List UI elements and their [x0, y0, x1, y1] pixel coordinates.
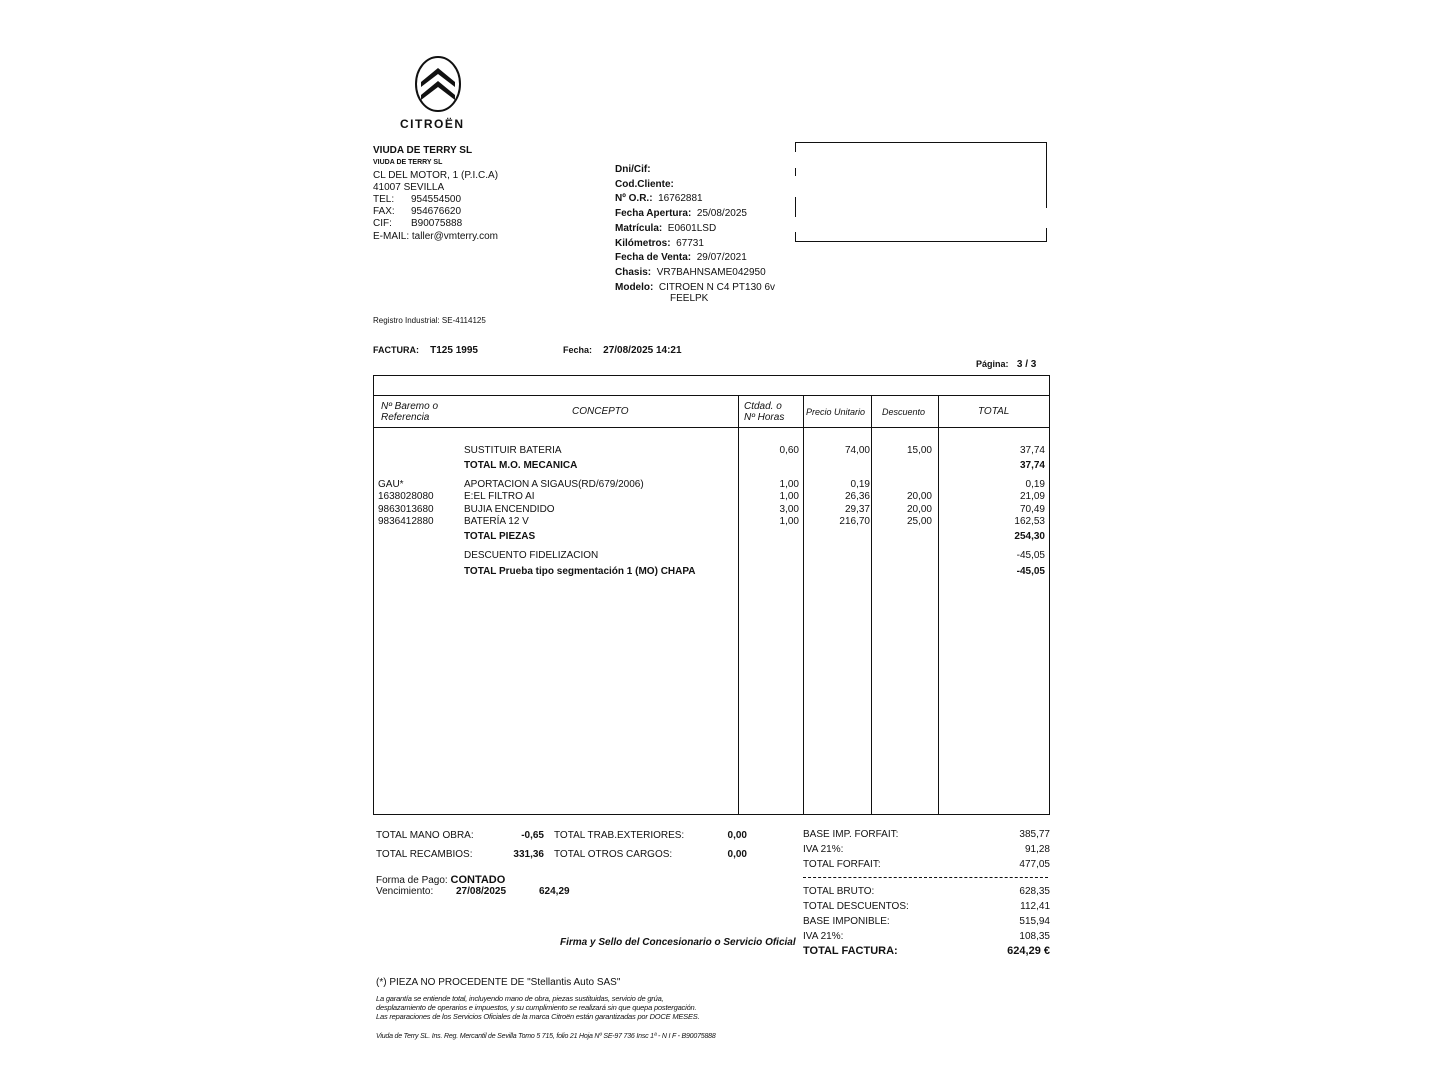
cell-concepto: APORTACION A SIGAUS(RD/679/2006) — [464, 479, 644, 490]
cell-total: -45,05 — [1016, 550, 1045, 561]
cell-total: 70,49 — [1019, 504, 1045, 515]
cell-ref: 9836412880 — [378, 516, 434, 527]
matricula-value: E0601LSD — [667, 223, 717, 234]
factura-value: T125 1995 — [430, 345, 478, 356]
chasis-label: Chasis: — [615, 267, 652, 278]
fax-label: FAX: — [373, 206, 395, 217]
cell-dto: 25,00 — [906, 516, 932, 527]
cell-precio: 74,00 — [844, 445, 870, 456]
pieza-note: (*) PIEZA NO PROCEDENTE DE "Stellantis Auto SAS" — [376, 977, 621, 988]
venta-value: 29/07/2021 — [696, 252, 747, 263]
cell-qty: 1,00 — [779, 491, 799, 502]
km-label: Kilómetros: — [615, 238, 671, 249]
cell-precio: 216,70 — [839, 516, 870, 527]
header-precio: Precio Unitario — [806, 407, 866, 417]
brand-name: CITROËN — [400, 117, 465, 131]
fecha-label: Fecha: — [563, 345, 593, 355]
firma-sello: Firma y Sello del Concesionario o Servicio Oficial — [560, 937, 796, 948]
total-descuentos: TOTAL DESCUENTOS: 112,41 — [803, 901, 1050, 912]
otros-value: 0,00 — [727, 849, 747, 860]
vencimiento — [376, 886, 570, 897]
cell-ref: GAU* — [378, 479, 404, 490]
cell-total: -45,05 — [1016, 566, 1045, 577]
cell-precio: 26,36 — [844, 491, 870, 502]
cliente-label: Cod.Cliente: — [615, 179, 674, 190]
cell-qty: 1,00 — [779, 479, 799, 490]
trab-ext-label: TOTAL TRAB.EXTERIORES: — [554, 830, 685, 841]
total-trab-ext — [554, 830, 747, 841]
header-qty: Ctdad. o Nº Horas — [744, 401, 785, 423]
apertura-value: 25/08/2025 — [696, 208, 747, 219]
header-ref: Nº Baremo o Referencia — [381, 401, 439, 423]
vencimiento-label: Vencimiento: — [376, 886, 434, 897]
cell-concepto: TOTAL PIEZAS — [464, 531, 536, 542]
factura-label: FACTURA: — [373, 345, 419, 355]
cell-concepto: SUSTITUIR BATERIA — [464, 445, 562, 456]
vencimiento-date: 27/08/2025 — [456, 886, 507, 897]
cell-concepto: E:EL FILTRO AI — [464, 491, 535, 502]
total-otros — [554, 849, 747, 860]
or-label: Nº O.R.: — [615, 193, 653, 204]
cell-precio: 29,37 — [844, 504, 870, 515]
iva: IVA 21%: 108,35 — [803, 931, 1050, 942]
forma-pago-label: Forma de Pago: — [376, 875, 448, 886]
cell-concepto: TOTAL Prueba tipo segmentación 1 (MO) CHAPA — [464, 566, 696, 577]
cell-dto: 20,00 — [906, 491, 932, 502]
cell-total: 37,74 — [1019, 460, 1045, 471]
base-forfait: BASE IMP. FORFAIT: 385,77 — [803, 829, 1050, 840]
dashed-divider — [803, 877, 1048, 878]
pagina-value: 3 / 3 — [1016, 359, 1037, 370]
cell-dto: 20,00 — [906, 504, 932, 515]
email-value: taller@vmterry.com — [411, 231, 498, 242]
dealer-cif — [373, 218, 462, 229]
header-concepto: CONCEPTO — [572, 406, 629, 417]
dealer-name: VIUDA DE TERRY SL — [373, 145, 473, 156]
base-imponible: BASE IMPONIBLE: 515,94 — [803, 916, 1050, 927]
dealer-tel — [373, 194, 461, 205]
modelo-label: Modelo: — [615, 282, 654, 293]
forma-pago — [376, 874, 505, 886]
invoice-number — [373, 345, 478, 356]
total-forfait: TOTAL FORFAIT: 477,05 — [803, 859, 1050, 870]
cell-concepto: DESCUENTO FIDELIZACION — [464, 550, 599, 561]
garantia-text: La garantía se entiende total, incluyendo mano de obra, piezas sustituidas, servicio de grúa, desplazamiento de operarios e impuestos, y su cumplimiento se realizará sin que quepa postergación. Las reparaciones de los Servicios Oficiales de la marca Citroën están garantizadas por DOCE MESES. — [376, 994, 700, 1021]
or-value: 16762881 — [658, 193, 703, 204]
client-address-box — [795, 142, 1047, 242]
citroen-chevrons-icon — [412, 54, 464, 114]
registro-mercantil: Viuda de Terry SL. Ins. Reg. Mercantil de Sevilla Tomo 5 715, folio 21 Hoja Nº SE-97 736 Insc 1ª - N I F - B90075888 — [376, 1033, 716, 1040]
cell-ref: 1638028080 — [378, 491, 434, 502]
cell-concepto: TOTAL M.O. MECANICA — [464, 460, 578, 471]
cell-dto: 15,00 — [906, 445, 932, 456]
forma-pago-value: CONTADO — [450, 874, 506, 886]
mano-obra-value: -0,65 — [521, 830, 544, 841]
modelo-value-2: FEELPK — [670, 293, 709, 304]
cell-concepto: BUJIA ENCENDIDO — [464, 504, 555, 515]
tel-value: 954554500 — [411, 194, 462, 205]
cell-qty: 1,00 — [779, 516, 799, 527]
cell-precio: 0,19 — [850, 479, 870, 490]
cell-total: 21,09 — [1019, 491, 1045, 502]
recambios-value: 331,36 — [513, 849, 544, 860]
mano-obra-label: TOTAL MANO OBRA: — [376, 830, 474, 841]
fax-value: 954676620 — [411, 206, 462, 217]
email-label: E-MAIL: — [373, 231, 410, 242]
dni-label: Dni/Cif: — [615, 164, 651, 175]
cell-concepto: BATERÍA 12 V — [464, 516, 529, 527]
total-recambios — [376, 849, 544, 860]
matricula-label: Matrícula: — [615, 223, 663, 234]
cell-qty: 3,00 — [779, 504, 799, 515]
tel-label: TEL: — [373, 194, 395, 205]
header-descuento: Descuento — [882, 407, 926, 417]
total-bruto: TOTAL BRUTO: 628,35 — [803, 886, 1050, 897]
cif-value: B90075888 — [411, 218, 463, 229]
recambios-label: TOTAL RECAMBIOS: — [376, 849, 473, 860]
vencimiento-importe: 624,29 — [539, 886, 570, 897]
items-table — [373, 375, 1050, 815]
km-value: 67731 — [676, 238, 704, 249]
cell-total: 254,30 — [1014, 531, 1045, 542]
chasis-value: VR7BAHNSAME042950 — [656, 267, 766, 278]
header-total: TOTAL — [978, 406, 1010, 417]
trab-ext-value: 0,00 — [727, 830, 747, 841]
cell-qty: 0,60 — [779, 445, 799, 456]
iva-forfait: IVA 21%: 91,28 — [803, 844, 1050, 855]
page-number — [976, 359, 1036, 370]
fecha-value: 27/08/2025 14:21 — [603, 345, 682, 356]
venta-label: Fecha de Venta: — [615, 252, 692, 263]
cell-total: 162,53 — [1014, 516, 1045, 527]
invoice-date — [563, 345, 682, 356]
dealer-email — [373, 231, 498, 242]
otros-label: TOTAL OTROS CARGOS: — [554, 849, 673, 860]
cell-total: 37,74 — [1019, 445, 1045, 456]
dealer-address2: 41007 SEVILLA — [373, 182, 445, 193]
dealer-fax — [373, 206, 461, 217]
cell-ref: 9863013680 — [378, 504, 434, 515]
cell-total: 0,19 — [1025, 479, 1045, 490]
registro-industrial: Registro Industrial: SE-4114125 — [373, 316, 486, 325]
apertura-label: Fecha Apertura: — [615, 208, 692, 219]
dealer-subname: VIUDA DE TERRY SL — [373, 159, 443, 166]
cif-label: CIF: — [373, 218, 392, 229]
total-mano-obra — [376, 830, 544, 841]
dealer-address1: CL DEL MOTOR, 1 (P.I.C.A) — [373, 170, 499, 181]
citroen-logo — [412, 54, 464, 114]
pagina-label: Página: — [976, 359, 1009, 369]
total-factura: TOTAL FACTURA: 624,29 € — [803, 945, 1050, 957]
modelo-value: CITROEN N C4 PT130 6v — [658, 282, 776, 293]
